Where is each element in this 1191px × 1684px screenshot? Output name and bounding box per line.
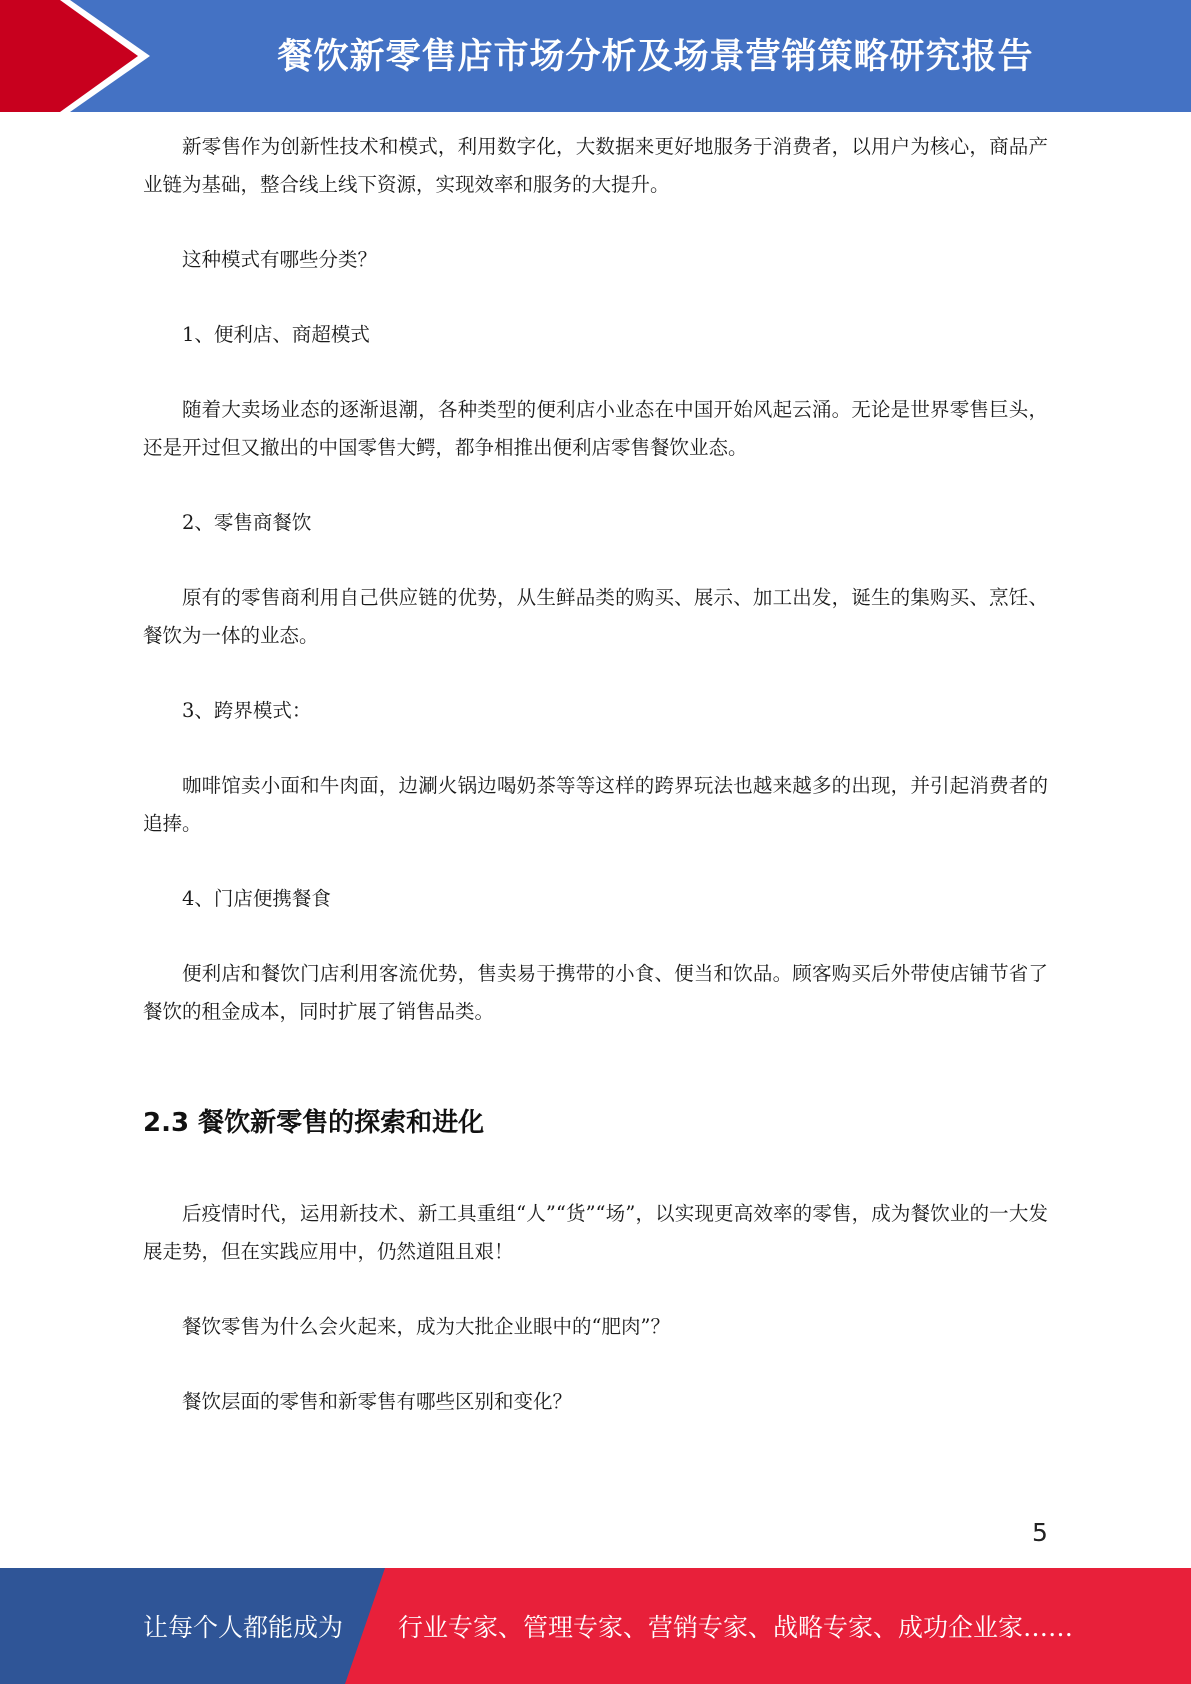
paragraph: 咖啡馆卖小面和牛肉面，边涮火锅边喝奶茶等等这样的跨界玩法也越来越多的出现，并引起消费者的追捧。 [143, 774, 1048, 835]
paragraph: 新零售作为创新性技术和模式，利用数字化，大数据来更好地服务于消费者，以用户为核心，商品产业链为基础，整合线上线下资源，实现效率和服务的大提升。 [143, 135, 1048, 196]
list-heading: 2、零售商餐饮 [182, 511, 312, 534]
page-footer [0, 1568, 1191, 1684]
paragraph: 这种模式有哪些分类？ [182, 248, 378, 271]
list-heading: 4、门店便携餐食 [182, 887, 331, 910]
footer-slogan-right: 行业专家、管理专家、营销专家、战略专家、成功企业家…… [398, 1613, 1074, 1642]
paragraph: 便利店和餐饮门店利用客流优势，售卖易于携带的小食、便当和饮品。顾客购买后外带使店铺节省了餐饮的租金成本，同时扩展了销售品类。 [143, 962, 1048, 1023]
footer-slogan-left: 让每个人都能成为 [143, 1613, 344, 1642]
section-heading: 2.3 餐饮新零售的探索和进化 [143, 1108, 485, 1138]
paragraph: 随着大卖场业态的逐渐退潮，各种类型的便利店小业态在中国开始风起云涌。无论是世界零售巨头，还是开过但又撤出的中国零售大鳄，都争相推出便利店零售餐饮业态。 [143, 398, 1048, 459]
list-heading: 1、便利店、商超模式 [182, 323, 370, 346]
paragraph: 餐饮层面的零售和新零售有哪些区别和变化？ [182, 1390, 573, 1413]
page-number: 5 [1032, 1518, 1048, 1547]
paragraph: 后疫情时代，运用新技术、新工具重组“人”“货”“场”，以实现更高效率的零售，成为餐饮业的一大发展走势，但在实践应用中，仍然道阻且艰！ [143, 1202, 1048, 1263]
paragraph: 餐饮零售为什么会火起来，成为大批企业眼中的“肥肉”？ [182, 1315, 670, 1338]
chevron-arrow-icon [0, 0, 160, 112]
page-content [143, 128, 1048, 1421]
document-title: 餐饮新零售店市场分析及场景营销策略研究报告 [277, 37, 1034, 77]
paragraph: 原有的零售商利用自己供应链的优势，从生鲜品类的购买、展示、加工出发，诞生的集购买、烹饪、餐饮为一体的业态。 [143, 586, 1048, 647]
page-header [0, 0, 1191, 112]
list-heading: 3、跨界模式： [182, 699, 312, 722]
